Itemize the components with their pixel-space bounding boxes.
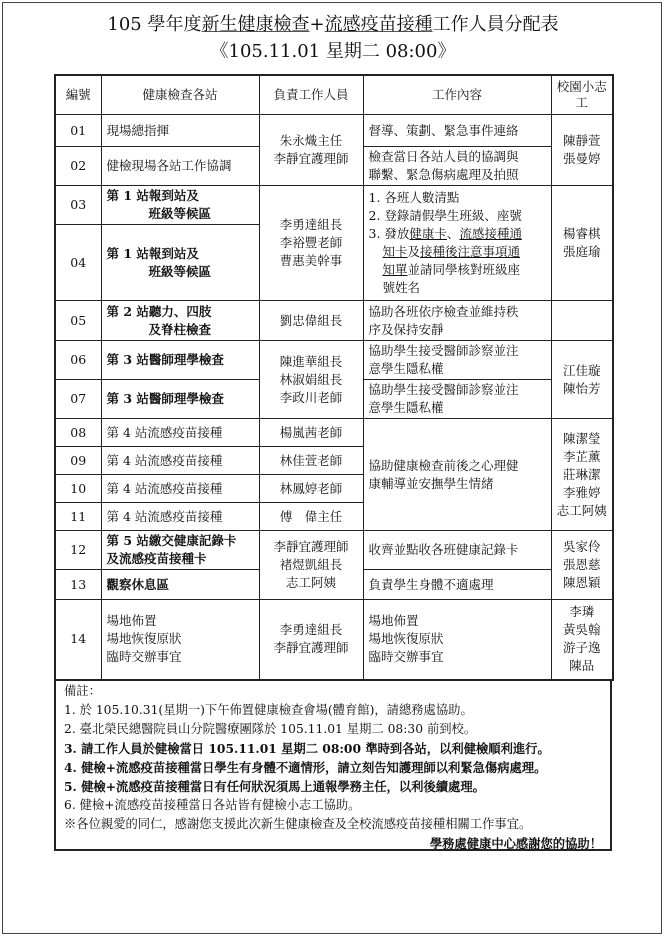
table-row bbox=[55, 186, 613, 225]
row-number: 12 bbox=[55, 531, 101, 570]
staff-cell: 林鳳婷老師 bbox=[259, 475, 363, 503]
note-item: 3. 請工作人員於健檢當日 105.11.01 星期二 08:00 準時到各站，以利健檢順利進行。 bbox=[64, 741, 550, 756]
staff-cell: 李靜宜護理師 褚煜凱組長 志工阿姨 bbox=[259, 531, 363, 600]
staff-cell: 朱永熾主任 李靜宜護理師 bbox=[259, 115, 363, 186]
task-cell: 協助各班依序檢查並維持秩 序及保持安靜 bbox=[363, 301, 551, 341]
staff-assignment-table bbox=[54, 74, 614, 681]
row-number: 09 bbox=[55, 447, 101, 475]
row-number: 02 bbox=[55, 147, 101, 186]
station-cell: 第 2 站聽力、四肢 及脊柱檢查 bbox=[101, 301, 259, 341]
station-cell: 第 3 站醫師理學檢查 bbox=[101, 341, 259, 380]
task-cell: 協助健康檢查前後之心理健 康輔導並安撫學生情緒 bbox=[363, 419, 551, 531]
row-number: 06 bbox=[55, 341, 101, 380]
volunteer-cell: 陳潔瑩 李芷薰 莊琳潔 李雅婷 志工阿姨 bbox=[551, 419, 613, 531]
row-number: 11 bbox=[55, 503, 101, 531]
station-cell: 觀察休息區 bbox=[101, 570, 259, 600]
row-number: 04 bbox=[55, 225, 101, 301]
station-cell: 第 4 站流感疫苗接種 bbox=[101, 419, 259, 447]
staff-cell: 楊嵐茜老師 bbox=[259, 419, 363, 447]
note-item: 1. 於 105.10.31(星期一)下午佈置健康檢查會場(體育館)，請總務處協助。 bbox=[64, 703, 473, 717]
note-item: 2. 臺北榮民總醫院員山分院醫療團隊於 105.11.01 星期二 08:30 前到校。 bbox=[64, 722, 477, 736]
staff-cell: 陳進華組長 林淑娟組長 李政川老師 bbox=[259, 341, 363, 419]
note-item: 5. 健檢+流感疫苗接種當日有任何狀況須馬上通報學務主任，以利後續處理。 bbox=[64, 779, 485, 794]
row-number: 03 bbox=[55, 186, 101, 225]
task-cell: 1. 各班人數清點 2. 登錄請假學生班級、座號 3. 發放健康卡、流感接種通 知卡及接種後注意事項通 知單並請同學核對班級座 號姓名 bbox=[363, 186, 551, 301]
page-subtitle: 《105.11.01 星期二 08:00》 bbox=[210, 41, 456, 62]
task-cell: 協助學生接受醫師診察並注 意學生隱私權 bbox=[363, 341, 551, 380]
station-cell: 第 4 站流感疫苗接種 bbox=[101, 447, 259, 475]
header-task: 工作內容 bbox=[363, 75, 551, 115]
table-row bbox=[55, 301, 613, 341]
task-cell: 檢查當日各站人員的協調與 聯繫、緊急傷病處理及拍照 bbox=[363, 147, 551, 186]
row-number: 08 bbox=[55, 419, 101, 447]
task-cell: 協助學生接受醫師診察並注 意學生隱私權 bbox=[363, 380, 551, 419]
notes-heading: 備註： bbox=[64, 684, 101, 698]
station-cell: 第 4 站流感疫苗接種 bbox=[101, 503, 259, 531]
page-title: 105 學年度新生健康檢查+流感疫苗接種工作人員分配表 bbox=[107, 14, 559, 35]
staff-cell: 李勇達組長 李靜宜護理師 bbox=[259, 600, 363, 680]
table-row bbox=[55, 531, 613, 570]
staff-cell: 傅 偉主任 bbox=[259, 503, 363, 531]
station-cell: 健檢現場各站工作協調 bbox=[101, 147, 259, 186]
header-no: 編號 bbox=[55, 75, 101, 115]
station-cell: 第 1 站報到站及 班級等候區 bbox=[101, 186, 259, 225]
task-cell: 負責學生身體不適處理 bbox=[363, 570, 551, 600]
row-number: 10 bbox=[55, 475, 101, 503]
station-cell: 第 3 站醫師理學檢查 bbox=[101, 380, 259, 419]
volunteer-cell: 江佳璇 陳怡芳 bbox=[551, 341, 613, 419]
note-item: ※各位親愛的同仁，感謝您支援此次新生健康檢查及全校流感疫苗接種相關工作事宜。 bbox=[64, 817, 532, 831]
header-station: 健康檢查各站 bbox=[101, 75, 259, 115]
thanks-line: 學務處健康中心感謝您的協助！ bbox=[429, 836, 602, 851]
notes-section bbox=[54, 679, 612, 851]
header-row bbox=[55, 75, 613, 115]
row-number: 07 bbox=[55, 380, 101, 419]
station-cell: 第 4 站流感疫苗接種 bbox=[101, 475, 259, 503]
header-staff: 負責工作人員 bbox=[259, 75, 363, 115]
task-cell: 收齊並點收各班健康記錄卡 bbox=[363, 531, 551, 570]
table-row bbox=[55, 600, 613, 680]
row-number: 01 bbox=[55, 115, 101, 147]
row-number: 13 bbox=[55, 570, 101, 600]
volunteer-cell: 楊睿棋 張庭瑜 bbox=[551, 186, 613, 301]
task-cell: 督導、策劃、緊急事件連絡 bbox=[363, 115, 551, 147]
volunteer-cell: 陳靜萱 張曼婷 bbox=[551, 115, 613, 186]
station-cell: 第 5 站繳交健康記錄卡 及流感疫苗接種卡 bbox=[101, 531, 259, 570]
staff-cell: 林佳萱老師 bbox=[259, 447, 363, 475]
table-row bbox=[55, 115, 613, 147]
row-number: 14 bbox=[55, 600, 101, 680]
station-cell: 現場總指揮 bbox=[101, 115, 259, 147]
volunteer-cell: 李璘 黃吳翰 游子逸 陳品 bbox=[551, 600, 613, 680]
table-row bbox=[55, 341, 613, 380]
note-item: 4. 健檢+流感疫苗接種當日學生有身體不適情形，請立刻告知護理師以利緊急傷病處理。 bbox=[64, 760, 547, 775]
station-cell: 場地佈置 場地恢復原狀 臨時交辦事宜 bbox=[101, 600, 259, 680]
row-number: 05 bbox=[55, 301, 101, 341]
note-item: 6. 健檢+流感疫苗接種當日各站皆有健檢小志工協助。 bbox=[64, 798, 361, 812]
header-volunteer: 校園小志工 bbox=[551, 75, 613, 115]
staff-cell: 劉忠偉組長 bbox=[259, 301, 363, 341]
volunteer-cell: 吳家伶 張恩慈 陳恩穎 bbox=[551, 531, 613, 600]
task-cell: 場地佈置 場地恢復原狀 臨時交辦事宜 bbox=[363, 600, 551, 680]
table-row bbox=[55, 419, 613, 447]
volunteer-cell bbox=[551, 301, 613, 341]
staff-cell: 李勇達組長 李裕豐老師 曹惠美幹事 bbox=[259, 186, 363, 301]
station-cell: 第 1 站報到站及 班級等候區 bbox=[101, 225, 259, 301]
